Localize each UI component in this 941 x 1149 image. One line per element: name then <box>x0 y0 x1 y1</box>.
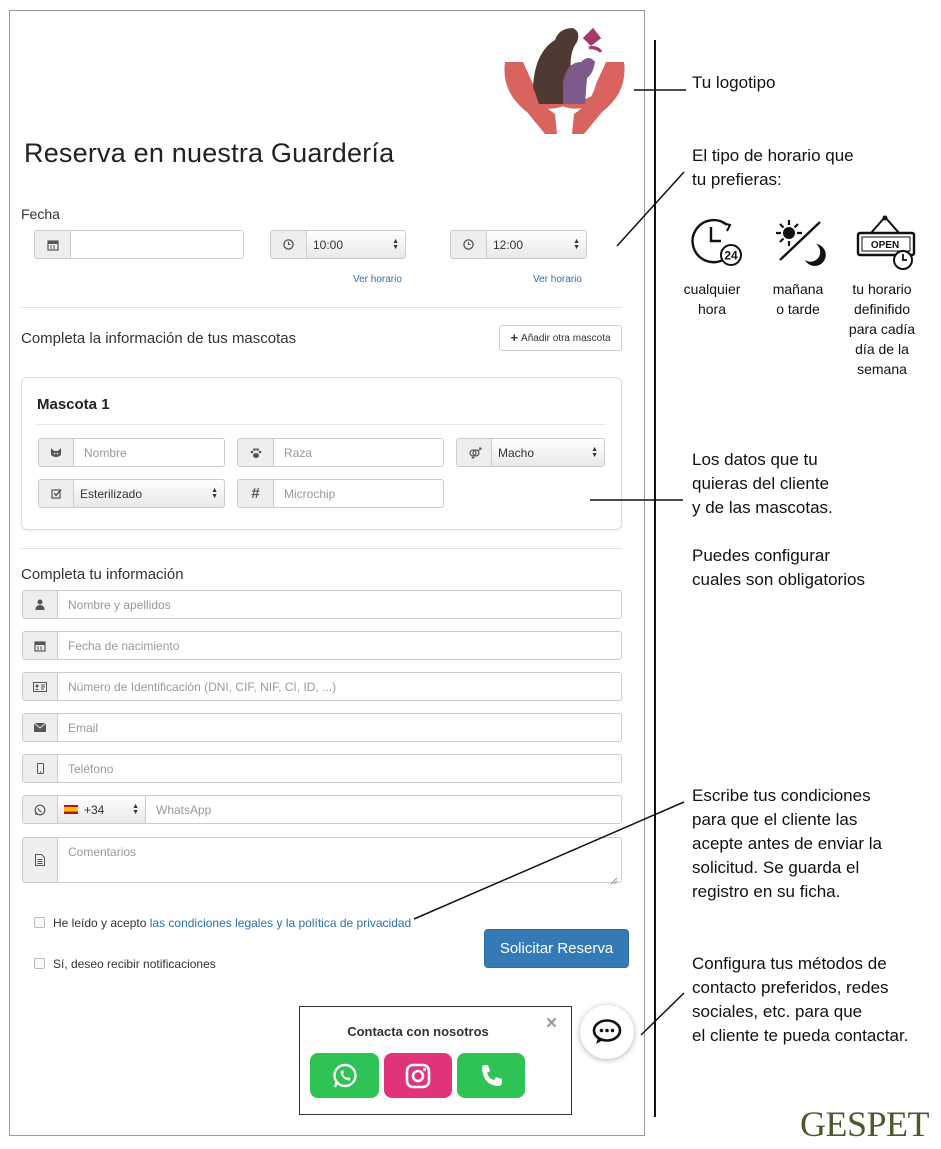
annotation-line: Configura tus métodos de <box>692 954 887 973</box>
caption-line: hora <box>697 301 727 317</box>
annotation-line: acepte antes de enviar la <box>692 834 882 853</box>
email-input[interactable]: Email <box>57 713 622 742</box>
pet-breed-input[interactable]: Raza <box>273 438 444 467</box>
caption-line: para cadía <box>848 321 916 337</box>
view-schedule-link-1[interactable]: Ver horario <box>353 274 402 285</box>
annotation-data <box>692 448 833 520</box>
annotation-line: registro en su ficha. <box>692 882 841 901</box>
select-arrows-icon: ▲ ▼ <box>132 802 139 816</box>
annotation-contact <box>692 952 908 1048</box>
pet-name-input[interactable]: Nombre <box>73 438 225 467</box>
open-sign-icon <box>855 213 917 273</box>
caption-line: cualquier <box>683 281 741 297</box>
submit-booking-button[interactable]: Solicitar Reserva <box>484 929 629 968</box>
id-number-input[interactable]: Número de Identificación (DNI, CIF, NIF, CI, ID, ...) <box>57 672 622 701</box>
comments-textarea[interactable]: Comentarios <box>57 837 622 883</box>
pet-sterilized-value: Esterilizado <box>80 486 143 501</box>
pet-sex-value: Macho <box>498 445 535 460</box>
annotation-line: solicitud. Se guarda el <box>692 858 860 877</box>
schedule-option-custom <box>838 279 926 379</box>
annotation-line: Puedes configurar <box>692 546 830 565</box>
date-label: Fecha <box>21 206 60 222</box>
annotation-line: Los datos que tu <box>692 450 818 469</box>
phone-input[interactable]: Teléfono <box>57 754 622 783</box>
annotation-schedule <box>692 144 854 192</box>
annotation-line: El tipo de horario que <box>692 146 854 165</box>
info-heading: Completa tu información <box>21 566 184 583</box>
annotation-line: y de las mascotas. <box>692 498 833 517</box>
page-title: Reserva en nuestra Guardería <box>24 138 395 168</box>
time-to-value: 12:00 <box>493 237 524 252</box>
caption-line: semana <box>857 361 907 377</box>
brand-logo: GESPET <box>800 1104 930 1144</box>
caption-line: definifido <box>853 301 911 317</box>
caption-line: o tarde <box>776 301 820 317</box>
select-arrows-icon: ▲ ▼ <box>573 237 580 251</box>
schedule-option-any <box>677 279 747 319</box>
caption-line: día de la <box>855 341 909 357</box>
schedule-option-ampm <box>762 279 834 319</box>
fullname-input[interactable]: Nombre y apellidos <box>57 590 622 619</box>
notifications-label: Sí, deseo recibir notificaciones <box>53 957 216 971</box>
annotation-line: Escribe tus condiciones <box>692 786 871 805</box>
pet-card-title: Mascota 1 <box>37 396 110 413</box>
view-schedule-link-2[interactable]: Ver horario <box>533 274 582 285</box>
select-arrows-icon: ▲ ▼ <box>591 445 598 459</box>
select-arrows-icon: ▲ ▼ <box>392 237 399 251</box>
annotation-line: contacto preferidos, redes <box>692 978 889 997</box>
contact-popup-title: Contacta con nosotros <box>347 1024 489 1039</box>
annotation-conditions <box>692 784 882 904</box>
day-night-icon <box>772 216 828 270</box>
annotation-line: tu prefieras: <box>692 170 782 189</box>
country-code-value: +34 <box>84 802 105 817</box>
pets-heading: Completa la información de tus mascotas <box>21 330 297 347</box>
close-icon[interactable]: × <box>546 1013 558 1034</box>
add-pet-label: Añadir otra mascota <box>521 332 611 344</box>
annotation-logo: Tu logotipo <box>692 73 776 92</box>
caption-line: tu horario <box>852 281 912 297</box>
plus-icon: + <box>510 330 519 345</box>
open-sign-text: OPEN <box>870 240 900 251</box>
pet-microchip-input[interactable]: Microchip <box>273 479 444 508</box>
annotation-line: sociales, etc. para que <box>692 1002 863 1021</box>
legal-prefix: He leído y acepto <box>53 916 150 930</box>
select-arrows-icon: ▲ ▼ <box>211 486 218 500</box>
annotation-config <box>692 544 865 592</box>
annotation-line: el cliente te pueda contactar. <box>692 1026 909 1045</box>
whatsapp-input[interactable]: WhatsApp <box>145 795 622 824</box>
caption-line: mañana <box>772 281 824 297</box>
clock-badge-text: 24 <box>724 248 738 263</box>
annotation-line: para que el cliente las <box>692 810 858 829</box>
clock-24h-icon <box>687 213 743 269</box>
birthdate-input[interactable]: Fecha de nacimiento <box>57 631 622 660</box>
annotation-line: quieras del cliente <box>692 474 830 493</box>
legal-conditions-link[interactable]: las condiciones legales y la política de privacidad <box>149 916 412 930</box>
time-from-value: 10:00 <box>313 237 344 252</box>
annotation-line: cuales son obligatorios <box>692 570 865 589</box>
hash-icon: # <box>237 479 274 508</box>
